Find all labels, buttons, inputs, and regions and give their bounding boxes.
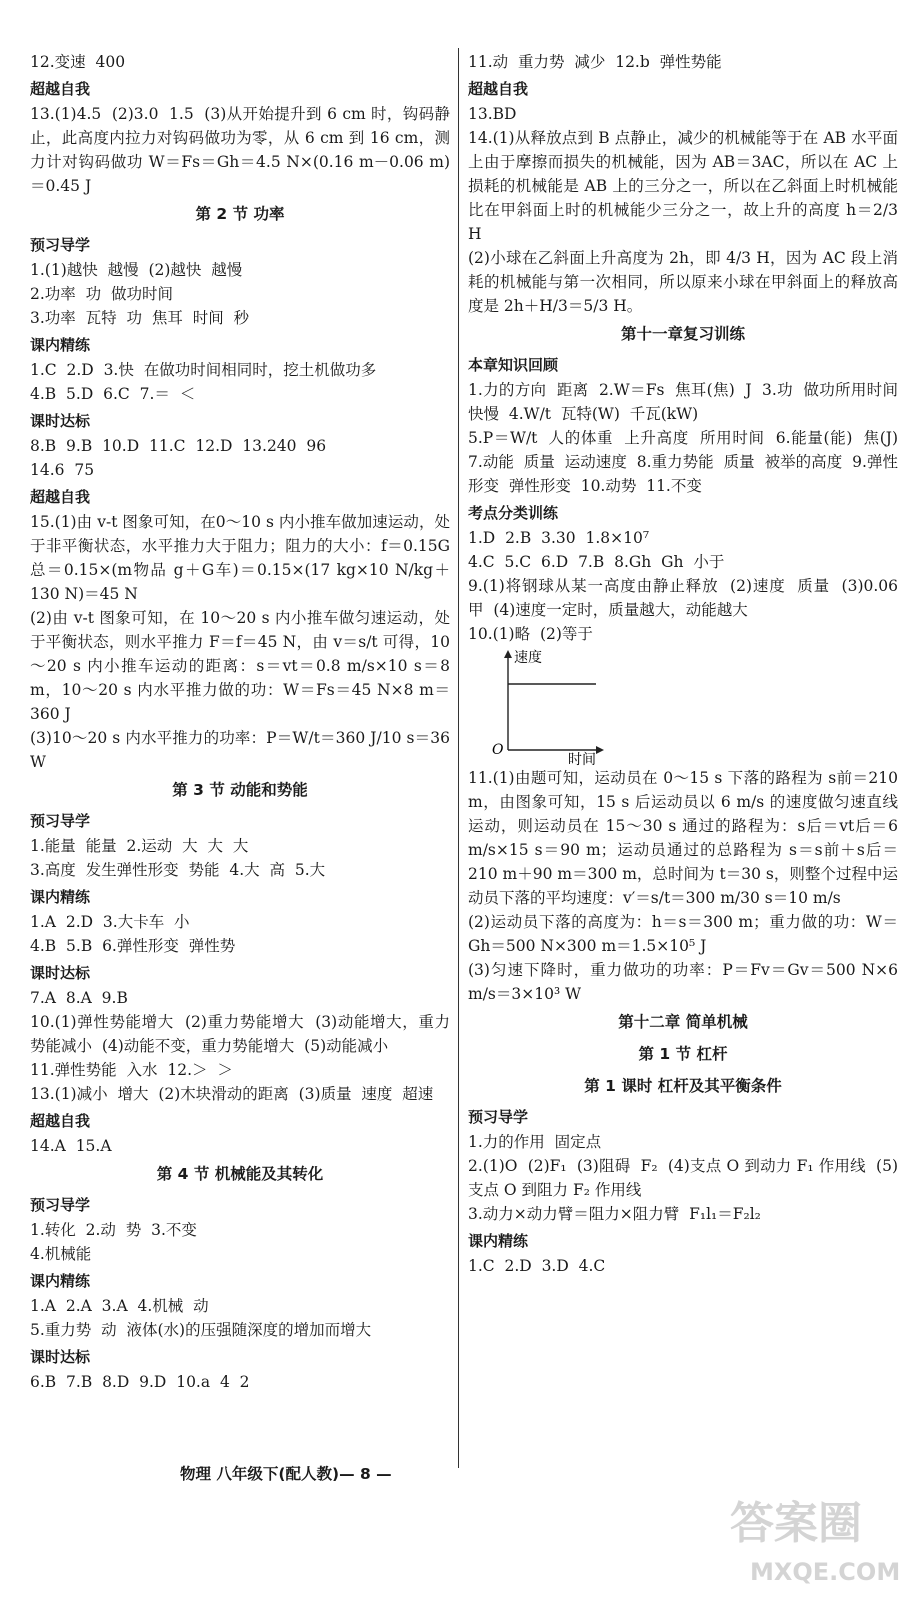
section-heading: 课内精练 [468, 1232, 529, 1250]
answer-block: 8.B 9.B 10.D 11.C 12.D 13.240 96 14.6 75 [30, 437, 327, 479]
lesson-title: 第 1 课时 杠杆及其平衡条件 [584, 1077, 782, 1095]
x-axis-arrow [596, 746, 604, 754]
section-heading: 超越自我 [30, 1112, 91, 1130]
answer-block: 13.BD 14.(1)从释放点到 B 点静止，减少的机械能等于在 AB 水平面上由于摩擦而损失的机械能，因为 AB＝3AC，所以在 AC 上损耗的机械能是 AB 上的三分之一，所以在乙斜面上时机械能比在甲斜面上时的机械能少三分之一，故上升的高度 h＝2/3 H (2)小球在乙斜面上升高度为 2h，即 4/3 H，因为 AC 段上消耗的机械能与第一次相同，所以原来小球在甲斜面上的释放高度是 2h＋H/3＝5/3 H。 [468, 105, 898, 315]
left-column [30, 50, 450, 1394]
origin-label: O [492, 742, 504, 758]
answer-block: 1.转化 2.动 势 3.不变 4.机械能 [30, 1221, 197, 1263]
y-axis-arrow [504, 650, 512, 658]
answer-block: 1.D 2.B 3.30 1.8×10⁷ 4.C 5.C 6.D 7.B 8.Gh Gh 小于 9.(1)将钢球从某一高度由静止释放 (2)速度 质量 (3)0.06 甲 (4)速度一定时，质量越大，动能越大 10.(1)略 (2)等于 [468, 529, 898, 643]
page-footer: 物理 八年级下(配人教)— 8 — [180, 1465, 392, 1483]
answer-block: 1.C 2.D 3.快 在做功时间相同时，挖土机做功多 4.B 5.D 6.C 7.＝ ＜ [30, 361, 377, 403]
answer-block: 11.(1)由题可知，运动员在 0～15 s 下落的路程为 s前＝210 m，由图象可知，15 s 后运动员以 6 m/s 的速度做匀速直线运动，则运动员在 15～30 s 通过的路程为：s后＝vt后＝6 m/s×15 s＝90 m；运动员通过的总路程为 s＝s前＋s后＝210 m＋90 m＝300 m，总时间为 t＝30 s，则整个过程中运动员下落的平均速度：v′＝s/t＝300 m/30 s＝10 m/s (2)运动员下落的高度为：h＝s＝300 m；重力做的功：W＝Gh＝500 N×300 m＝1.5×10⁵ J (3)匀速下降时，重力做功的功率：P＝Fv＝Gv＝500 N×6 m/s＝3×10³ W [468, 769, 898, 1003]
velocity-time-graph [468, 646, 898, 766]
watermark-svg [720, 1482, 910, 1592]
section-heading: 本章知识回顾 [468, 356, 559, 374]
answer-block: 7.A 8.A 9.B 10.(1)弹性势能增大 (2)重力势能增大 (3)动能增大，重力势能减小 (4)动能不变，重力势能增大 (5)动能减小 11.弹性势能 入水 12.＞ ＞ 13.(1)减小 增大 (2)木块滑动的距离 (3)质量 速度 超速 [30, 989, 450, 1103]
watermark-url: MXQE.COM [750, 1558, 901, 1586]
answer-block: 1.A 2.D 3.大卡车 小 4.B 5.B 6.弹性形变 弹性势 [30, 913, 236, 955]
answer-block: 12.变速 400 [30, 53, 126, 71]
section-heading: 课时达标 [30, 1348, 91, 1366]
section-heading: 预习导学 [30, 812, 91, 830]
section-title: 第 1 节 杠杆 [638, 1045, 728, 1063]
answer-block: 14.A 15.A [30, 1137, 112, 1155]
answer-block: 1.力的方向 距离 2.W＝Fs 焦耳(焦) J 3.功 做功所用时间 快慢 4.W/t 瓦特(W) 千瓦(kW) 5.P＝W/t 人的体重 上升高度 所用时间 6.能量(能) 焦(J) 7.动能 质量 运动速度 8.重力势能 质量 被举的高度 9.弹性形变 弹性形变 10.动势 11.不变 [468, 381, 898, 495]
section-heading: 课时达标 [30, 964, 91, 982]
graph-svg [468, 646, 608, 766]
section-heading: 预习导学 [468, 1108, 529, 1126]
section-heading: 课内精练 [30, 1272, 91, 1290]
answer-block: 6.B 7.B 8.D 9.D 10.a 4 2 [30, 1373, 250, 1391]
section-title: 第 2 节 功率 [195, 205, 285, 223]
answer-block: 1.(1)越快 越慢 (2)越快 越慢 2.功率 功 做功时间 3.功率 瓦特 功 焦耳 时间 秒 [30, 261, 250, 327]
answer-block: 15.(1)由 v-t 图象可知，在0～10 s 内小推车做加速运动，处于非平衡状态，水平推力大于阻力；阻力的大小：f＝0.15G总＝0.15×(m物品 g＋G车)＝0.15×(17 kg×10 N/kg＋130 N)＝45 N (2)由 v-t 图象可知，在 10～20 s 内小推车做匀速运动，处于平衡状态，则水平推力 F＝f＝45 N，由 v＝s/t 可得，10～20 s 内小推车运动的距离：s＝vt＝0.8 m/s×10 s＝8 m，10～20 s 内水平推力做的功：W＝Fs＝45 N×8 m＝360 J (3)10～20 s 内水平推力的功率：P＝W/t＝360 J/10 s＝36 W [30, 513, 450, 771]
answer-block: 1.力的作用 固定点 2.(1)O (2)F₁ (3)阻碍 F₂ (4)支点 O 到动力 F₁ 作用线 (5)支点 O 到阻力 F₂ 作用线 3.动力×动力臂＝阻力×阻力臂 F₁l₁＝F₂l₂ [468, 1133, 898, 1223]
answer-block: 1.能量 能量 2.运动 大 大 大 3.高度 发生弹性形变 势能 4.大 高 5.大 [30, 837, 326, 879]
column-divider [458, 48, 459, 1468]
answer-block: 1.C 2.D 3.D 4.C [468, 1257, 606, 1275]
section-heading: 超越自我 [468, 80, 529, 98]
answer-block: 1.A 2.A 3.A 4.机械 动 5.重力势 动 液体(水)的压强随深度的增加而增大 [30, 1297, 372, 1339]
section-heading: 预习导学 [30, 236, 91, 254]
watermark-title: 答案圈 [730, 1498, 862, 1549]
section-heading: 课内精练 [30, 336, 91, 354]
section-heading: 超越自我 [30, 488, 91, 506]
section-heading: 考点分类训练 [468, 504, 559, 522]
section-title: 第十一章复习训练 [620, 325, 745, 343]
answer-block: 11.动 重力势 减少 12.b 弹性势能 [468, 53, 722, 71]
x-axis-label: 时间 [568, 752, 596, 766]
section-heading: 预习导学 [30, 1196, 91, 1214]
y-axis-label: 速度 [514, 650, 542, 666]
section-title: 第 3 节 动能和势能 [172, 781, 308, 799]
section-heading: 超越自我 [30, 80, 91, 98]
right-column [468, 50, 898, 1278]
section-heading: 课时达标 [30, 412, 91, 430]
watermark-logo [720, 1482, 910, 1592]
section-heading: 课内精练 [30, 888, 91, 906]
section-title: 第 4 节 机械能及其转化 [156, 1165, 324, 1183]
answer-block: 13.(1)4.5 (2)3.0 1.5 (3)从开始提升到 6 cm 时，钩码静止，此高度内拉力对钩码做功为零，从 6 cm 到 16 cm，测力计对钩码做功 W＝Fs＝Gh＝4.5 N×(0.16 m－0.06 m)＝0.45 J [30, 105, 450, 195]
chapter-title: 第十二章 简单机械 [618, 1013, 748, 1031]
